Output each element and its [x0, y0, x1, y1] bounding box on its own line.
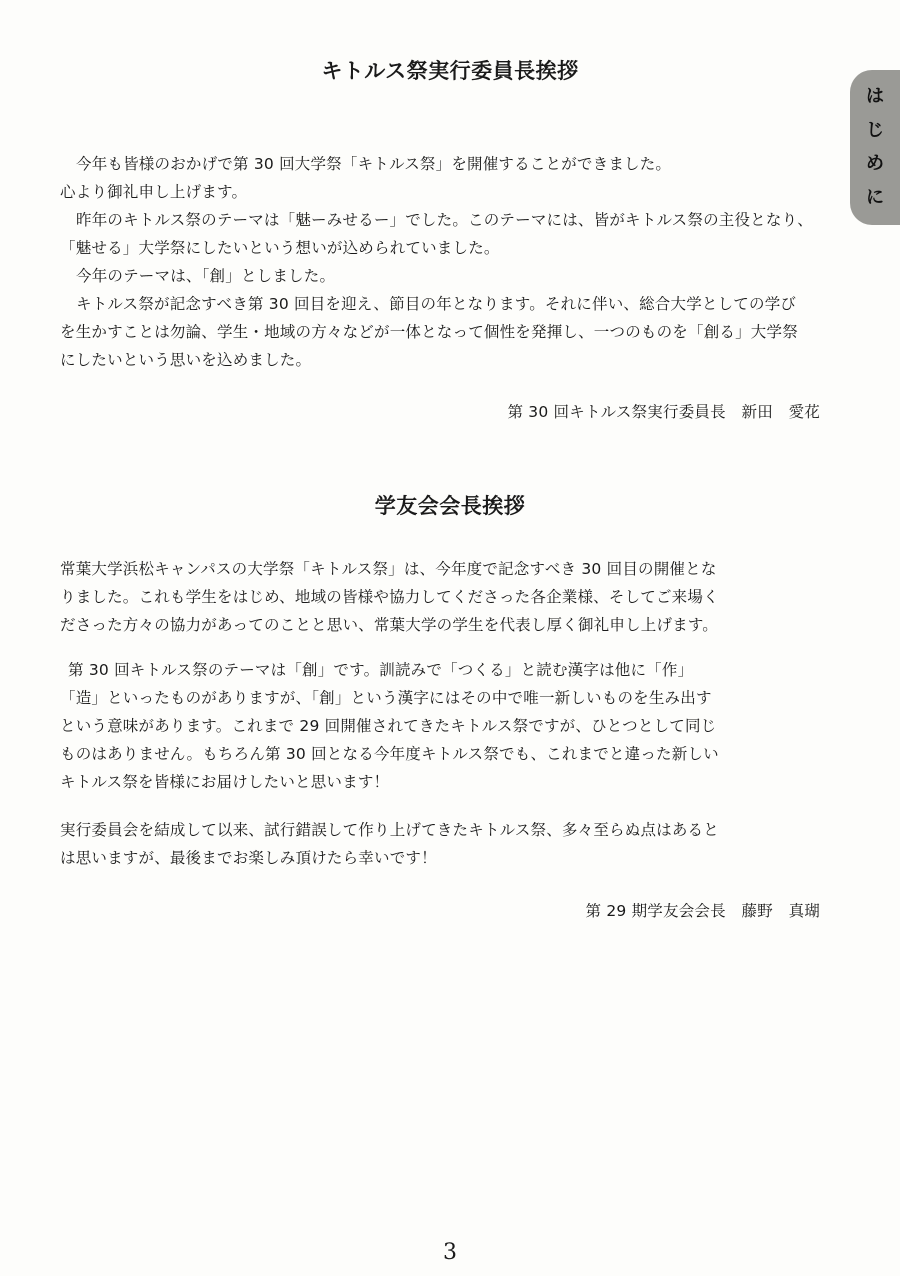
body-line: 昨年のキトルス祭のテーマは「魅ーみせるー」でした。このテーマには、皆がキトルス祭の主役となり、: [76, 211, 813, 229]
section2-paragraph-2: [60, 656, 820, 796]
chapter-tab-char: に: [866, 187, 884, 209]
chapter-tab-char: じ: [866, 119, 884, 141]
body-line: キトルス祭が記念すべき第 30 回目を迎え、節目の年となります。それに伴い、総合大学としての学び: [76, 295, 797, 313]
section2-signature: 第 29 期学友会会長 藤野 真瑚: [585, 902, 820, 920]
body-line: にしたいという思いを込めました。: [60, 351, 312, 369]
section2-paragraph-3: [60, 816, 820, 872]
section1-signature: 第 30 回キトルス祭実行委員長 新田 愛花: [507, 403, 820, 421]
body-line: 今年のテーマは、「創」としました。: [76, 267, 336, 285]
section1-body: [60, 150, 820, 374]
body-line: 今年も皆様のおかげで第 30 回大学祭「キトルス祭」を開催することができました。: [76, 155, 672, 173]
chapter-tab: [850, 70, 900, 225]
body-line: 「造」といったものがありますが、「創」という漢字にはその中で唯一新しいものを生み出す: [60, 689, 712, 707]
body-line: ださった方々の協力があってのことと思い、常葉大学の学生を代表し厚く御礼申し上げます。: [60, 616, 719, 634]
chapter-tab-char: め: [866, 153, 884, 175]
body-line: 「魅せる」大学祭にしたいという想いが込められていました。: [60, 239, 500, 257]
body-line: という意味があります。これまで 29 回開催されてきたキトルス祭ですが、ひとつとして同じ: [60, 717, 717, 735]
body-line: を生かすことは勿論、学生・地域の方々などが一体となって個性を発揮し、一つのものを「創る」大学祭: [60, 323, 798, 341]
body-line: キトルス祭を皆様にお届けしたいと思います！: [60, 773, 390, 791]
body-line: 実行委員会を結成して以来、試行錯誤して作り上げてきたキトルス祭、多々至らぬ点はあると: [60, 821, 719, 839]
page-number: 3: [443, 1240, 457, 1265]
body-line: は思いますが、最後までお楽しみ頂けたら幸いです！: [60, 849, 437, 867]
body-line: 心より御礼申し上げます。: [60, 183, 248, 201]
body-line: 第 30 回キトルス祭のテーマは「創」です。訓読みで「つくる」と読む漢字は他に「作」: [68, 661, 694, 679]
section2-paragraph-1: [60, 555, 820, 639]
body-line: りました。これも学生をはじめ、地域の皆様や協力してくださった各企業様、そしてご来場く: [60, 588, 719, 606]
body-line: ものはありません。もちろん第 30 回となる今年度キトルス祭でも、これまでと違った新しい: [60, 745, 719, 763]
section2-title: 学友会会長挨拶: [374, 494, 526, 518]
chapter-tab-char: は: [866, 85, 884, 107]
section1-title: キトルス祭実行委員長挨拶: [321, 59, 579, 83]
body-line: 常葉大学浜松キャンパスの大学祭「キトルス祭」は、今年度で記念すべき 30 回目の開催とな: [60, 560, 717, 578]
